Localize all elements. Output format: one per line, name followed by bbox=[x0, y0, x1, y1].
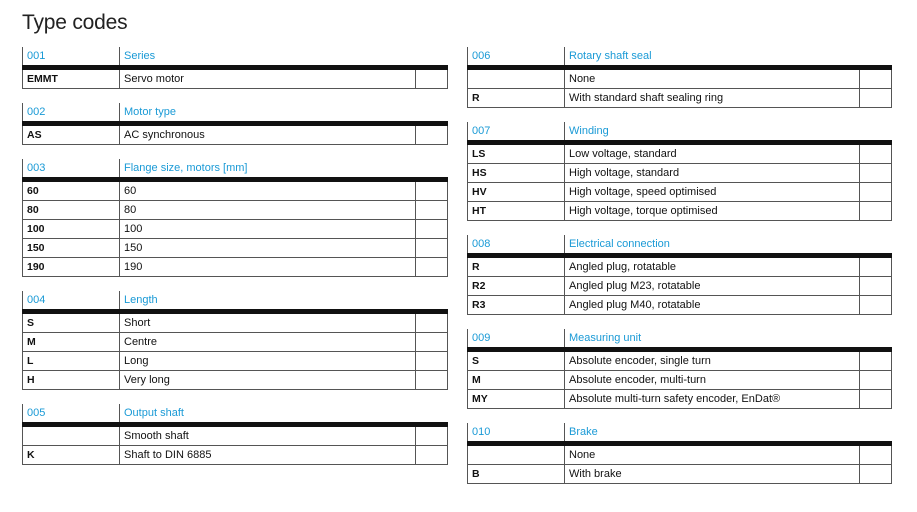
option-code: S bbox=[468, 350, 565, 371]
group-name: Motor type bbox=[120, 103, 416, 124]
option-description: Smooth shaft bbox=[120, 425, 416, 446]
type-code-table bbox=[467, 122, 892, 221]
type-code-table bbox=[22, 47, 448, 89]
option-selection-cell bbox=[860, 143, 892, 164]
option-description: High voltage, standard bbox=[565, 164, 860, 183]
type-code-group-001 bbox=[22, 47, 448, 89]
table-row bbox=[468, 390, 892, 409]
group-code: 001 bbox=[23, 47, 120, 68]
option-description: High voltage, speed optimised bbox=[565, 183, 860, 202]
table-row bbox=[468, 277, 892, 296]
group-code: 010 bbox=[468, 423, 565, 444]
option-code: 80 bbox=[23, 201, 120, 220]
table-row bbox=[468, 256, 892, 277]
table-row bbox=[23, 239, 448, 258]
option-code: R3 bbox=[468, 296, 565, 315]
table-row bbox=[23, 124, 448, 145]
option-description: 150 bbox=[120, 239, 416, 258]
table-row bbox=[468, 68, 892, 89]
option-description: With standard shaft sealing ring bbox=[565, 89, 860, 108]
option-description: Absolute encoder, single turn bbox=[565, 350, 860, 371]
group-name: Rotary shaft seal bbox=[565, 47, 860, 68]
right-column bbox=[467, 47, 892, 498]
group-header-row bbox=[468, 235, 892, 256]
group-code: 009 bbox=[468, 329, 565, 350]
option-selection-cell bbox=[860, 465, 892, 484]
option-description: Shaft to DIN 6885 bbox=[120, 446, 416, 465]
group-code: 007 bbox=[468, 122, 565, 143]
type-code-table bbox=[22, 103, 448, 145]
type-code-group-004 bbox=[22, 291, 448, 390]
group-header-row bbox=[468, 47, 892, 68]
group-header-spacer bbox=[860, 423, 892, 444]
group-header-spacer bbox=[416, 47, 448, 68]
option-code: 100 bbox=[23, 220, 120, 239]
table-row bbox=[23, 371, 448, 390]
option-description: None bbox=[565, 68, 860, 89]
group-code: 002 bbox=[23, 103, 120, 124]
option-selection-cell bbox=[860, 390, 892, 409]
type-code-group-008 bbox=[467, 235, 892, 315]
option-code: B bbox=[468, 465, 565, 484]
option-selection-cell bbox=[416, 68, 448, 89]
option-selection-cell bbox=[860, 296, 892, 315]
option-selection-cell bbox=[860, 89, 892, 108]
option-code: S bbox=[23, 312, 120, 333]
option-selection-cell bbox=[416, 180, 448, 201]
group-name: Flange size, motors [mm] bbox=[120, 159, 416, 180]
group-name: Output shaft bbox=[120, 404, 416, 425]
option-description: With brake bbox=[565, 465, 860, 484]
option-code bbox=[468, 68, 565, 89]
option-selection-cell bbox=[860, 371, 892, 390]
table-row bbox=[468, 371, 892, 390]
option-selection-cell bbox=[860, 256, 892, 277]
option-description: Angled plug M23, rotatable bbox=[565, 277, 860, 296]
group-code: 006 bbox=[468, 47, 565, 68]
option-description: Very long bbox=[120, 371, 416, 390]
group-code: 004 bbox=[23, 291, 120, 312]
table-row bbox=[468, 465, 892, 484]
option-description: High voltage, torque optimised bbox=[565, 202, 860, 221]
group-header-spacer bbox=[860, 235, 892, 256]
table-row bbox=[23, 68, 448, 89]
option-selection-cell bbox=[416, 201, 448, 220]
option-code bbox=[468, 444, 565, 465]
option-code: HV bbox=[468, 183, 565, 202]
group-header-row bbox=[23, 103, 448, 124]
group-code: 008 bbox=[468, 235, 565, 256]
option-code: M bbox=[468, 371, 565, 390]
group-header-row bbox=[23, 404, 448, 425]
table-row bbox=[23, 425, 448, 446]
option-description: Long bbox=[120, 352, 416, 371]
group-header-row bbox=[468, 122, 892, 143]
option-code bbox=[23, 425, 120, 446]
option-selection-cell bbox=[416, 220, 448, 239]
option-selection-cell bbox=[860, 202, 892, 221]
option-selection-cell bbox=[860, 444, 892, 465]
type-code-table bbox=[467, 329, 892, 409]
group-header-spacer bbox=[416, 159, 448, 180]
table-row bbox=[23, 220, 448, 239]
group-header-row bbox=[468, 329, 892, 350]
group-header-spacer bbox=[416, 103, 448, 124]
option-code: EMMT bbox=[23, 68, 120, 89]
option-description: None bbox=[565, 444, 860, 465]
table-row bbox=[23, 201, 448, 220]
type-code-group-009 bbox=[467, 329, 892, 409]
table-row bbox=[468, 164, 892, 183]
option-code: R bbox=[468, 89, 565, 108]
option-selection-cell bbox=[416, 371, 448, 390]
page-title: Type codes bbox=[22, 11, 128, 34]
option-selection-cell bbox=[416, 446, 448, 465]
option-selection-cell bbox=[860, 183, 892, 202]
group-header-row bbox=[23, 47, 448, 68]
option-description: Centre bbox=[120, 333, 416, 352]
group-name: Electrical connection bbox=[565, 235, 860, 256]
type-code-table bbox=[22, 159, 448, 277]
option-code: L bbox=[23, 352, 120, 371]
table-row bbox=[468, 296, 892, 315]
option-selection-cell bbox=[416, 239, 448, 258]
option-code: LS bbox=[468, 143, 565, 164]
option-description: Absolute encoder, multi-turn bbox=[565, 371, 860, 390]
type-code-group-006 bbox=[467, 47, 892, 108]
option-description: Absolute multi-turn safety encoder, EnDat® bbox=[565, 390, 860, 409]
option-description: Angled plug, rotatable bbox=[565, 256, 860, 277]
type-code-group-007 bbox=[467, 122, 892, 221]
group-header-row bbox=[23, 291, 448, 312]
table-row bbox=[23, 446, 448, 465]
option-selection-cell bbox=[416, 124, 448, 145]
option-description: 80 bbox=[120, 201, 416, 220]
option-description: Low voltage, standard bbox=[565, 143, 860, 164]
table-row bbox=[468, 202, 892, 221]
option-selection-cell bbox=[416, 425, 448, 446]
option-code: R2 bbox=[468, 277, 565, 296]
option-code: HS bbox=[468, 164, 565, 183]
type-code-table bbox=[467, 235, 892, 315]
type-code-group-002 bbox=[22, 103, 448, 145]
option-code: K bbox=[23, 446, 120, 465]
option-selection-cell bbox=[416, 258, 448, 277]
option-selection-cell bbox=[416, 333, 448, 352]
option-selection-cell bbox=[860, 68, 892, 89]
group-header-spacer bbox=[416, 404, 448, 425]
group-code: 005 bbox=[23, 404, 120, 425]
group-name: Winding bbox=[565, 122, 860, 143]
table-row bbox=[468, 89, 892, 108]
option-description: 100 bbox=[120, 220, 416, 239]
option-selection-cell bbox=[416, 312, 448, 333]
option-description: Servo motor bbox=[120, 68, 416, 89]
group-name: Series bbox=[120, 47, 416, 68]
option-selection-cell bbox=[416, 352, 448, 371]
group-header-row bbox=[468, 423, 892, 444]
type-code-table bbox=[467, 423, 892, 484]
table-row bbox=[23, 352, 448, 371]
group-name: Measuring unit bbox=[565, 329, 860, 350]
table-row bbox=[468, 183, 892, 202]
option-code: AS bbox=[23, 124, 120, 145]
table-row bbox=[23, 333, 448, 352]
option-code: 60 bbox=[23, 180, 120, 201]
table-row bbox=[23, 180, 448, 201]
option-description: 190 bbox=[120, 258, 416, 277]
left-column bbox=[22, 47, 448, 479]
group-code: 003 bbox=[23, 159, 120, 180]
option-selection-cell bbox=[860, 277, 892, 296]
option-description: AC synchronous bbox=[120, 124, 416, 145]
group-header-row bbox=[23, 159, 448, 180]
type-code-group-003 bbox=[22, 159, 448, 277]
group-header-spacer bbox=[860, 122, 892, 143]
group-header-spacer bbox=[416, 291, 448, 312]
option-selection-cell bbox=[860, 350, 892, 371]
option-description: 60 bbox=[120, 180, 416, 201]
option-code: 190 bbox=[23, 258, 120, 277]
type-code-group-005 bbox=[22, 404, 448, 465]
option-code: 150 bbox=[23, 239, 120, 258]
option-code: H bbox=[23, 371, 120, 390]
option-code: R bbox=[468, 256, 565, 277]
group-header-spacer bbox=[860, 329, 892, 350]
table-row bbox=[468, 444, 892, 465]
table-row bbox=[468, 143, 892, 164]
option-code: MY bbox=[468, 390, 565, 409]
option-description: Angled plug M40, rotatable bbox=[565, 296, 860, 315]
group-name: Length bbox=[120, 291, 416, 312]
option-selection-cell bbox=[860, 164, 892, 183]
type-code-group-010 bbox=[467, 423, 892, 484]
option-code: M bbox=[23, 333, 120, 352]
type-code-table bbox=[22, 291, 448, 390]
table-row bbox=[468, 350, 892, 371]
type-code-table bbox=[22, 404, 448, 465]
table-row bbox=[23, 258, 448, 277]
option-code: HT bbox=[468, 202, 565, 221]
option-description: Short bbox=[120, 312, 416, 333]
table-row bbox=[23, 312, 448, 333]
type-code-table bbox=[467, 47, 892, 108]
group-header-spacer bbox=[860, 47, 892, 68]
group-name: Brake bbox=[565, 423, 860, 444]
